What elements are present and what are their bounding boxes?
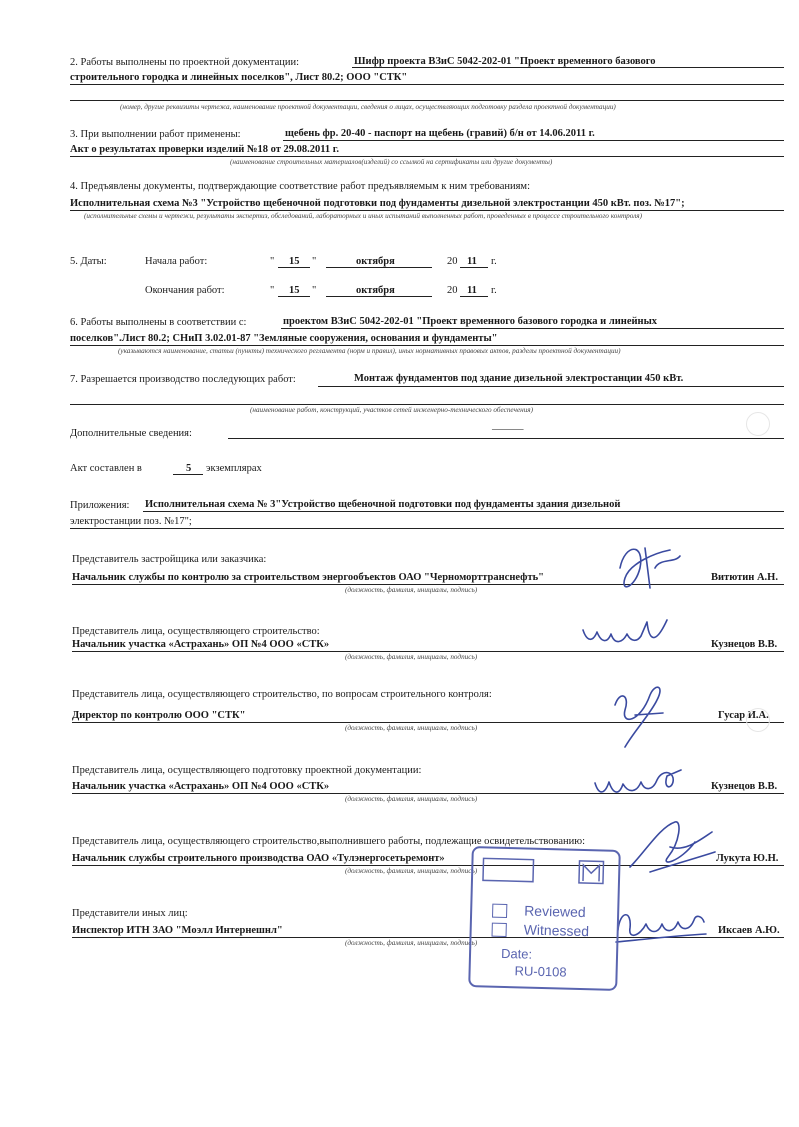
signatory-name: Лукута Ю.Н. — [716, 853, 779, 864]
item5-end-day-line — [278, 296, 310, 297]
item6-value-line1: проектом ВЗиС 5042-202-01 "Проект временного базового городка и линейных — [283, 316, 658, 327]
additional-label: Дополнительные сведения: — [70, 428, 192, 439]
item5-label: 5. Даты: — [70, 256, 107, 267]
attachments-underline1 — [143, 511, 784, 512]
item5-end-year-line — [460, 296, 488, 297]
signature-3-icon — [595, 675, 680, 755]
item2-underline1 — [352, 67, 784, 68]
item5-end-quote-close: " — [312, 285, 317, 296]
copies-count: 5 — [186, 463, 192, 474]
signatory-hint: (должность, фамилия, инициалы, подпись) — [345, 795, 478, 803]
item2-value-line1: Шифр проекта ВЗиС 5042-202-01 "Проект временного базового — [354, 56, 656, 67]
item4-hint: (исполнительные схемы и чертежи, результаты экспертиз, обследований, лабораторных и иных испытаний выполненных работ, проведенных в процессе строительного контроля) — [84, 212, 643, 220]
signatory-position: Начальник участка «Астрахань» ОП №4 ООО «СТК» — [72, 639, 330, 650]
item5-end-year-suffix: г. — [491, 285, 497, 296]
item5-start-year-line — [460, 267, 488, 268]
signature-5-icon — [620, 812, 720, 882]
attachments-label: Приложения: — [70, 500, 130, 511]
signatory-hint: (должность, фамилия, инициалы, подпись) — [345, 586, 478, 594]
signatory-underline — [72, 651, 784, 652]
signatory-heading: Представитель застройщика или заказчика: — [72, 554, 267, 565]
item2-underline2 — [70, 84, 784, 85]
item4-value: Исполнительная схема №3 "Устройство щебеночной подготовки под фундаменты дизельной электростанции 450 кВт. поз. №17"; — [70, 198, 685, 209]
item3-label: 3. При выполнении работ применены: — [70, 129, 241, 140]
item2-underline3 — [70, 100, 784, 101]
item5-start-month-line — [326, 267, 432, 268]
item7-value: Монтаж фундаментов под здание дизельной электростанции 450 кВт. — [354, 373, 684, 384]
punch-hole — [746, 708, 770, 732]
signature-1-icon — [600, 538, 690, 598]
stamp-date-label: Date: — [500, 945, 533, 962]
additional-value: ——— — [492, 424, 524, 435]
signature-6-icon — [610, 900, 710, 950]
signature-2-icon — [575, 612, 675, 657]
item3-hint: (наименование строительных материалов(изделий) со ссылкой на сертификаты или другие документы) — [230, 158, 553, 166]
signatory-position: Директор по контролю ООО "СТК" — [72, 710, 246, 721]
signatory-position: Инспектор ИТН ЗАО "Моэлл Интернешнл" — [72, 925, 283, 936]
item5-start-year: 11 — [467, 256, 477, 267]
copies-suffix: экземплярах — [206, 463, 262, 474]
signatory-heading: Представитель лица, осуществляющего строительство, по вопросам строительного контроля: — [72, 689, 492, 700]
signature-4-icon — [585, 758, 690, 803]
copies-underline — [173, 474, 203, 475]
signatory-name: Иксаев А.Ю. — [718, 925, 780, 936]
signatory-heading: Представители иных лиц: — [72, 908, 188, 919]
signatory-position: Начальник участка «Астрахань» ОП №4 ООО «СТК» — [72, 781, 330, 792]
inspection-stamp — [468, 846, 621, 991]
signatory-position: Начальник службы строительного производства ОАО «Тулэнергосетьремонт» — [72, 853, 445, 864]
signatory-hint: (должность, фамилия, инициалы, подпись) — [345, 724, 478, 732]
item6-underline2 — [70, 345, 784, 346]
stamp-code: RU-0108 — [514, 963, 567, 980]
item7-underline2 — [70, 404, 784, 405]
item5-start-quote-open: " — [270, 256, 275, 267]
item5-end-month: октября — [356, 285, 395, 296]
attachments-value-line2: электростанции поз. №17"; — [70, 516, 192, 527]
signatory-name: Кузнецов В.В. — [711, 781, 778, 792]
item5-start-year-suffix: г. — [491, 256, 497, 267]
item4-label: 4. Предъявлены документы, подтверждающие соответствие работ предъявляемым к ним требованиям: — [70, 181, 530, 192]
item5-start-day: 15 — [289, 256, 300, 267]
signatory-name: Гусар И.А. — [718, 710, 769, 721]
item5-end-century: 20 — [447, 285, 458, 296]
signatory-hint: (должность, фамилия, инициалы, подпись) — [345, 939, 478, 947]
item5-end-month-line — [326, 296, 432, 297]
item5-start-day-line — [278, 267, 310, 268]
reviewed-checkbox — [492, 904, 507, 918]
item5-end-day: 15 — [289, 285, 300, 296]
signatory-heading: Представитель лица, осуществляющего подготовку проектной документации: — [72, 765, 422, 776]
signatory-hint: (должность, фамилия, инициалы, подпись) — [345, 867, 478, 875]
attachments-underline2 — [70, 528, 784, 529]
item2-value-line2: строительного городка и линейных поселков", Лист 80.2; ООО "СТК" — [70, 72, 408, 83]
signatory-name: Витютин А.Н. — [711, 572, 778, 583]
item3-underline2 — [70, 156, 784, 157]
signatory-heading: Представитель лица, осуществляющего строительство,выполнившего работы, подлежащие освидетельствованию: — [72, 836, 586, 847]
witnessed-checkbox — [492, 923, 507, 937]
item6-label: 6. Работы выполнены в соответствии с: — [70, 317, 247, 328]
item5-start-century: 20 — [447, 256, 458, 267]
additional-underline — [228, 438, 784, 439]
item5-start-quote-close: " — [312, 256, 317, 267]
item7-underline1 — [318, 386, 784, 387]
item4-underline — [70, 210, 784, 211]
item3-value-line1: щебень фр. 20-40 - паспорт на щебень (гравий) б/н от 14.06.2011 г. — [285, 128, 595, 139]
punch-hole — [746, 412, 770, 436]
item7-hint: (наименование работ, конструкций, участков сетей инженерно-технического обеспечения) — [250, 406, 534, 414]
item3-underline1 — [283, 140, 784, 141]
item2-hint: (номер, другие реквизиты чертежа, наименование проектной документации, сведения о лицах, осуществляющих подготовку раздела проектной документации) — [120, 103, 616, 111]
attachments-value-line1: Исполнительная схема № 3"Устройство щебеночной подготовки под фундаменты здания дизельной — [145, 499, 621, 510]
item6-hint: (указываются наименование, статьи (пункты) технического регламента (норм и правил), иных нормативных правовых актов, разделы проектной документации) — [118, 347, 621, 355]
item5-end-year: 11 — [467, 285, 477, 296]
stamp-reviewed: Reviewed — [523, 902, 586, 921]
item2-label: 2. Работы выполнены по проектной документации: — [70, 57, 300, 68]
stamp-emblem-icon — [479, 854, 610, 889]
item7-label: 7. Разрешается производство последующих работ: — [70, 374, 296, 385]
item5-end-quote-open: " — [270, 285, 275, 296]
item5-start-label: Начала работ: — [145, 256, 208, 267]
signatory-position: Начальник службы по контролю за строительством энергообъектов ОАО "Черноморттранснефть" — [72, 572, 544, 583]
signatory-heading: Представитель лица, осуществляющего строительство: — [72, 626, 320, 637]
item5-end-label: Окончания работ: — [145, 285, 225, 296]
item6-value-line2: поселков".Лист 80.2; СНиП 3.02.01-87 "Земляные сооружения, основания и фундаменты" — [70, 333, 498, 344]
signatory-hint: (должность, фамилия, инициалы, подпись) — [345, 653, 478, 661]
stamp-witnessed: Witnessed — [523, 921, 590, 940]
item5-start-month: октября — [356, 256, 395, 267]
item6-underline1 — [281, 328, 784, 329]
copies-prefix: Акт составлен в — [70, 463, 142, 474]
item3-value-line2: Акт о результатах проверки изделий №18 от 29.08.2011 г. — [70, 144, 340, 155]
signatory-name: Кузнецов В.В. — [711, 639, 778, 650]
